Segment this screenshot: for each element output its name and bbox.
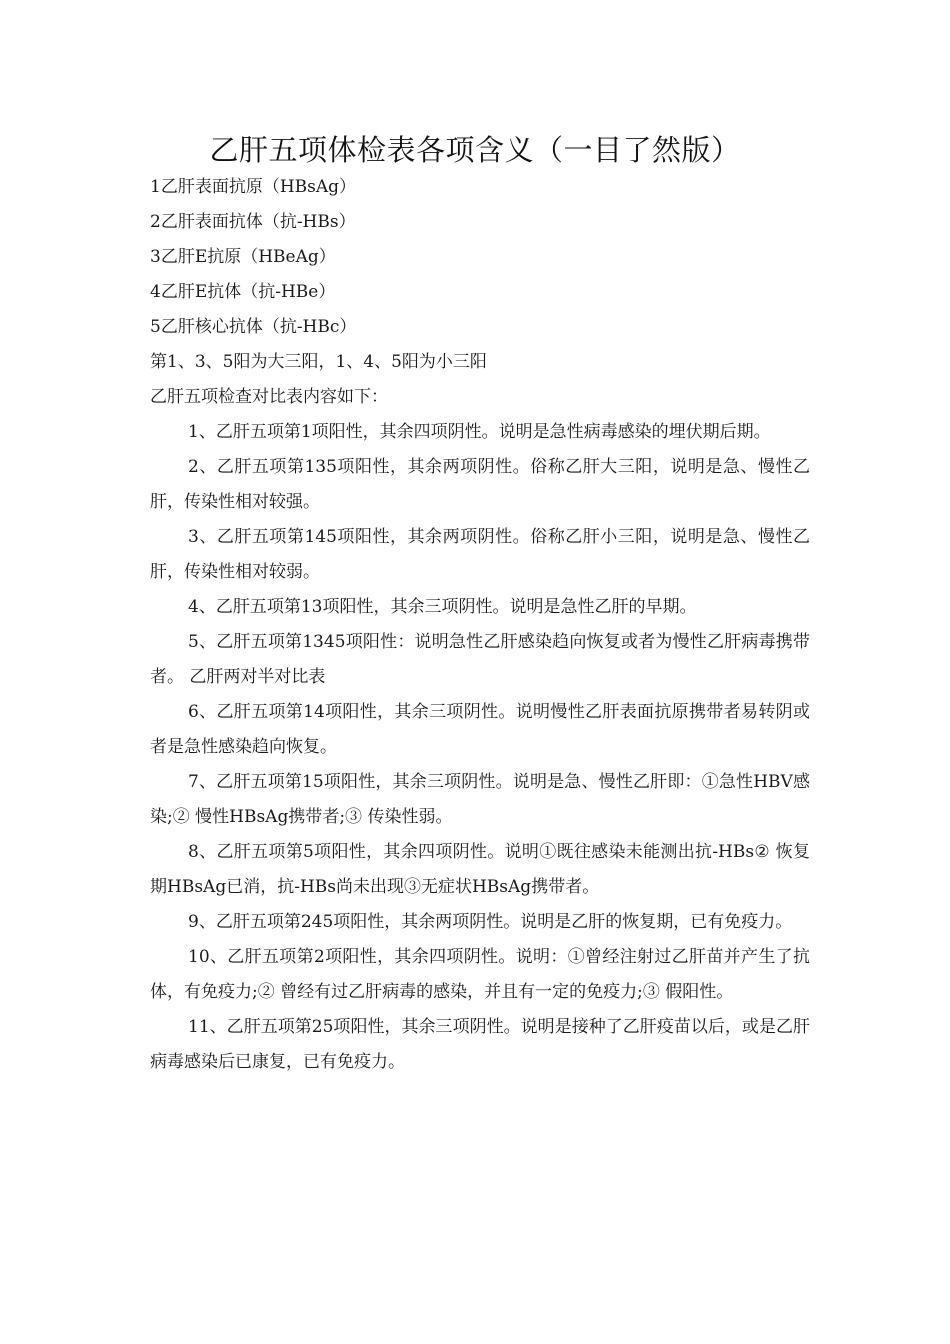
item-line-2: 2乙肝表面抗体（抗-HBs） [150,212,356,232]
item-line-5: 5乙肝核心抗体（抗-HBc） [150,317,357,337]
paragraph-5: 5、乙肝五项第1345项阳性：说明急性乙肝感染趋向恢复或者为慢性乙肝病毒携带者。 乙肝两对半对比表 [150,632,810,687]
item-line-3: 3乙肝E抗原（HBeAg） [150,247,336,267]
paragraph-3: 3、乙肝五项第145项阳性，其余两项阴性。俗称乙肝小三阳，说明是急、慢性乙肝，传染性相对较弱。 [150,527,810,582]
intro-line: 乙肝五项检查对比表内容如下： [150,387,388,407]
positivity-note: 第1、3、5阳为大三阳，1、4、5阳为小三阳 [150,352,487,372]
paragraph-10: 10、乙肝五项第2项阳性，其余四项阴性。说明：①曾经注射过乙肝苗并产生了抗体，有免疫力;② 曾经有过乙肝病毒的感染，并且有一定的免疫力;③ 假阳性。 [150,947,810,1002]
paragraph-2: 2、乙肝五项第135项阳性，其余两项阴性。俗称乙肝大三阳，说明是急、慢性乙肝，传染性相对较强。 [150,457,810,512]
paragraph-7: 7、乙肝五项第15项阳性，其余三项阴性。说明是急、慢性乙肝即：①急性HBV感染;② 慢性HBsAg携带者;③ 传染性弱。 [150,772,810,827]
paragraph-1: 1、乙肝五项第1项阳性，其余四项阴性。说明是急性病毒感染的埋伏期后期。 [188,422,771,442]
paragraph-6: 6、乙肝五项第14项阳性，其余三项阴性。说明慢性乙肝表面抗原携带者易转阴或者是急性感染趋向恢复。 [150,702,810,757]
document-title: 乙肝五项体检表各项含义（一目了然版） [209,133,741,167]
paragraph-11: 11、乙肝五项第25项阳性，其余三项阴性。说明是接种了乙肝疫苗以后，或是乙肝病毒感染后已康复，已有免疫力。 [150,1017,810,1072]
document-body [150,170,810,1080]
paragraph-8: 8、乙肝五项第5项阳性，其余四项阴性。说明①既往感染未能测出抗-HBs② 恢复期HBsAg已消，抗-HBs尚未出现③无症状HBsAg携带者。 [150,842,810,897]
paragraph-4: 4、乙肝五项第13项阳性，其余三项阴性。说明是急性乙肝的早期。 [188,597,697,617]
item-line-4: 4乙肝E抗体（抗-HBe） [150,282,336,302]
paragraph-9: 9、乙肝五项第245项阳性，其余两项阴性。说明是乙肝的恢复期，已有免疫力。 [188,912,793,932]
item-line-1: 1乙肝表面抗原（HBsAg） [150,177,357,197]
